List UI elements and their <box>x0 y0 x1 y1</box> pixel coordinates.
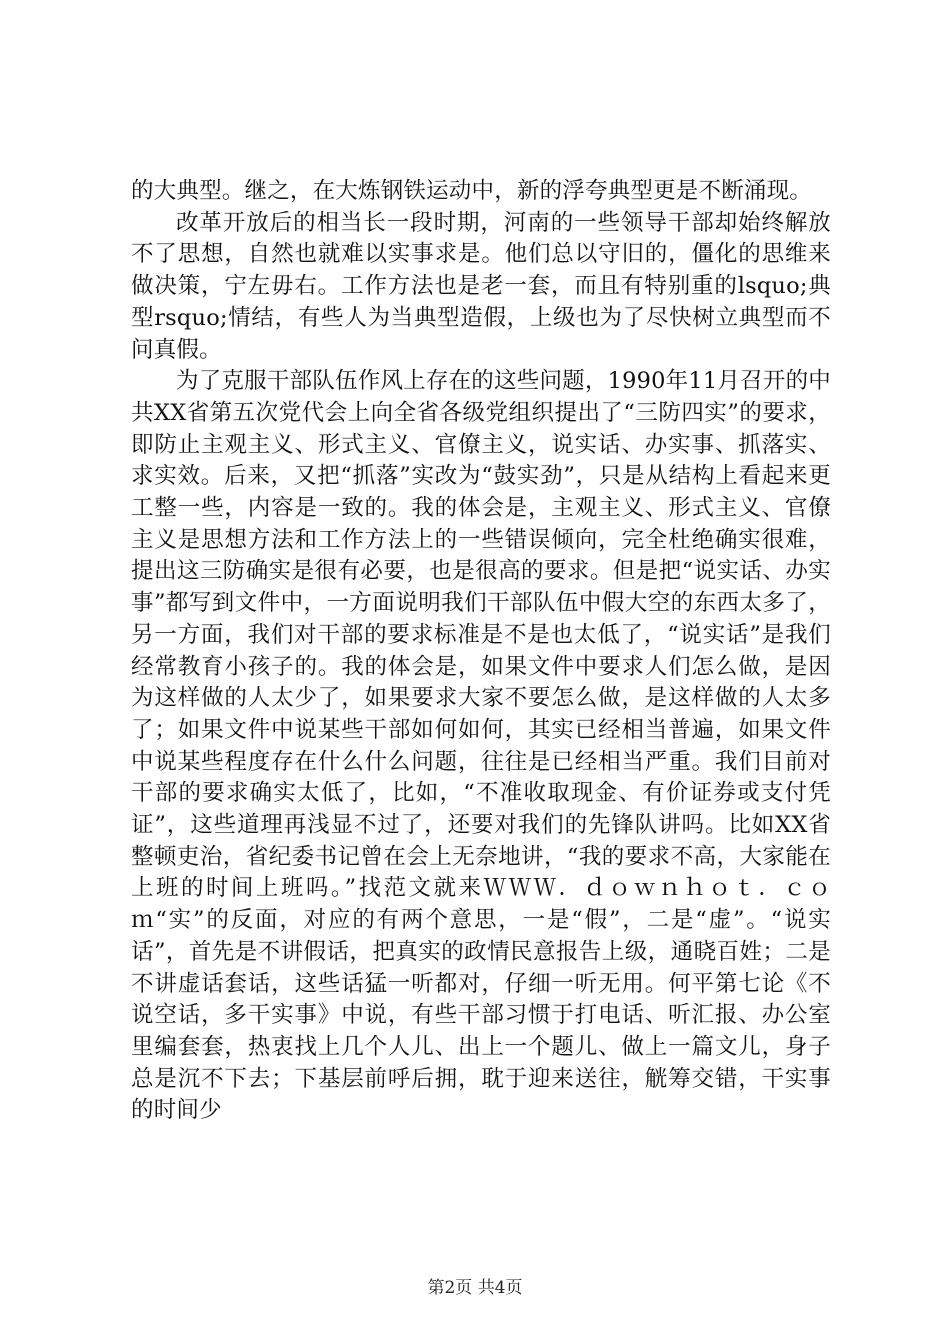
paragraph-2: 改革开放后的相当长一段时期，河南的一些领导干部却始终解放不了思想，自然也就难以实事求是。他们总以守旧的，僵化的思维来做决策，宁左毋右。工作方法也是老一套，而且有特别重的lsquo;典型rsquo;情结，有些人为当典型造假，上级也为了尽快树立典型而不问真假。 <box>131 209 831 363</box>
paragraph-3: 为了克服干部队伍作风上存在的这些问题，1990年11月召开的中共XX省第五次党代会上向全省各级党组织提出了“三防四实”的要求，即防止主观主义、形式主义、官僚主义，说实话、办实事、抓落实、求实效。后来，又把“抓落”实改为“鼓实劲”，只是从结构上看起来更工整一些，内容是一致的。我的体会是，主观主义、形式主义、官僚主义是思想方法和工作方法上的一些错误倾向，完全杜绝确实很难，提出这三防确实是很有必要，也是很高的要求。但是把“说实话、办实事”都写到文件中，一方面说明我们干部队伍中假大空的东西太多了，另一方面，我们对干部的要求标准是不是也太低了，“说实话”是我们经常教育小孩子的。我的体会是，如果文件中要求人们怎么做，是因为这样做的人太少了，如果要求大家不要怎么做，是这样做的人太多了；如果文件中说某些干部如何如何，其实已经相当普遍，如果文件中说某些程度存在什么什么问题，往往是已经相当严重。我们目前对干部的要求确实太低了，比如，“不准收取现金、有价证券或支付凭证”，这些道理再浅显不过了，还要对我们的先锋队讲吗。比如XX省整顿吏治，省纪委书记曾在会上无奈地讲，“我的要求不高，大家能在上班的时间上班吗。”找范文就来ＷＷＷ．ｄｏｗｎｈｏｔ．ｃｏｍ“实”的反面，对应的有两个意思，一是“假”，二是“虚”。“说实话”，首先是不讲假话，把真实的政情民意报告上级，通晓百姓；二是不讲虚话套话，这些话猛一听都对，仔细一听无用。何平第七论《不说空话，多干实事》中说，有些干部习惯于打电话、听汇报、办公室里编套套，热衷找上几个人儿、出上一个题儿、做上一篇文儿，身子总是沉不下去；下基层前呼后拥，耽于迎来送往，觥筹交错，干实事的时间少 <box>131 368 831 1124</box>
paragraph-1: 的大典型。继之，在大炼钢铁运动中，新的浮夸典型更是不断涌现。 <box>131 178 813 204</box>
document-body <box>131 176 831 1127</box>
page-number-footer: 第2页 共4页 <box>427 1278 523 1298</box>
